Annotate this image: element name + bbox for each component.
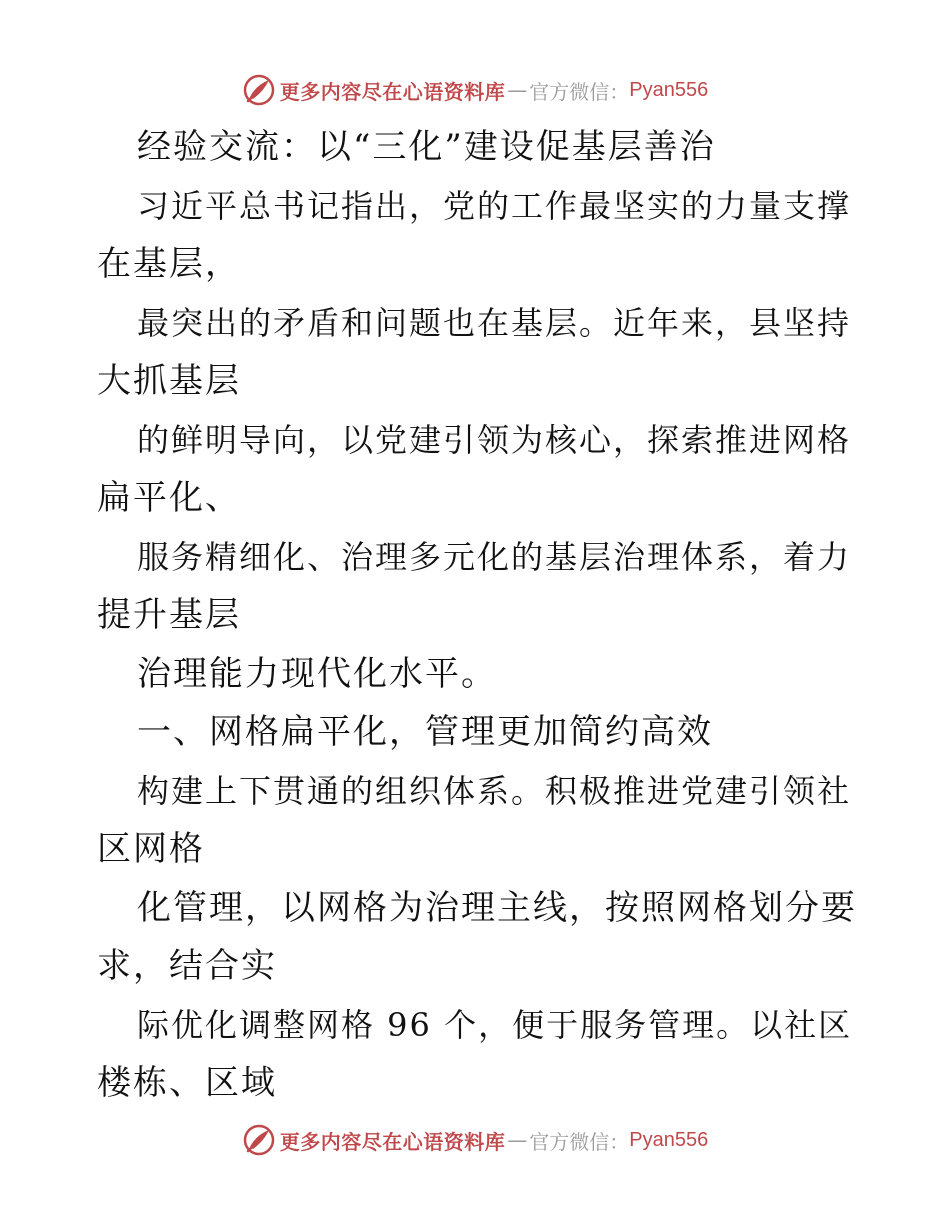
- paragraph-line: 提升基层: [97, 595, 241, 635]
- paragraph-line: 际优化调整网格 96 个，便于服务管理。以社区: [137, 1005, 853, 1044]
- banner-separator: —: [507, 78, 528, 102]
- banner-text: 更多内容尽在心语资料库: [279, 79, 506, 104]
- banner-wechat-label: 官方微信：: [529, 79, 630, 104]
- footer-banner: [0, 1120, 950, 1160]
- paragraph-line: 在基层，: [97, 244, 241, 284]
- document-title: 经验交流：以“三化”建设促基层善治: [137, 127, 716, 167]
- paragraph-line: 习近平总书记指出，党的工作最坚实的力量支撑: [137, 186, 852, 225]
- paragraph-line: 化管理，以网格为治理主线，按照网格划分要: [137, 887, 857, 928]
- quill-pen-icon: [242, 73, 276, 107]
- paragraph-line: 求，结合实: [97, 946, 277, 986]
- paragraph-line: 区网格: [97, 829, 205, 869]
- paragraph-line: 扁平化、: [97, 478, 241, 518]
- paragraph-line: 治理能力现代化水平。: [137, 653, 497, 694]
- paragraph-line: 的鲜明导向，以党建引领为核心，探索推进网格: [137, 420, 852, 459]
- banner-text: 更多内容尽在心语资料库: [279, 1129, 506, 1154]
- document-body: [97, 118, 857, 1113]
- paragraph-line: 服务精细化、治理多元化的基层治理体系，着力: [137, 537, 852, 576]
- paragraph-line: 最突出的矛盾和问题也在基层。近年来，县坚持: [137, 303, 852, 342]
- quill-pen-icon: [242, 1123, 276, 1157]
- banner-wechat-id: Pyan556: [629, 1128, 709, 1151]
- section-heading: 一、网格扁平化，管理更加简约高效: [137, 712, 713, 752]
- banner-wechat-id: Pyan556: [629, 78, 709, 101]
- header-banner: [0, 70, 950, 110]
- paragraph-line: 构建上下贯通的组织体系。积极推进党建引领社: [137, 771, 852, 810]
- banner-wechat-label: 官方微信：: [529, 1129, 630, 1154]
- paragraph-line: 大抓基层: [97, 361, 241, 401]
- banner-separator: —: [507, 1128, 528, 1152]
- paragraph-line: 楼栋、区域: [97, 1063, 277, 1103]
